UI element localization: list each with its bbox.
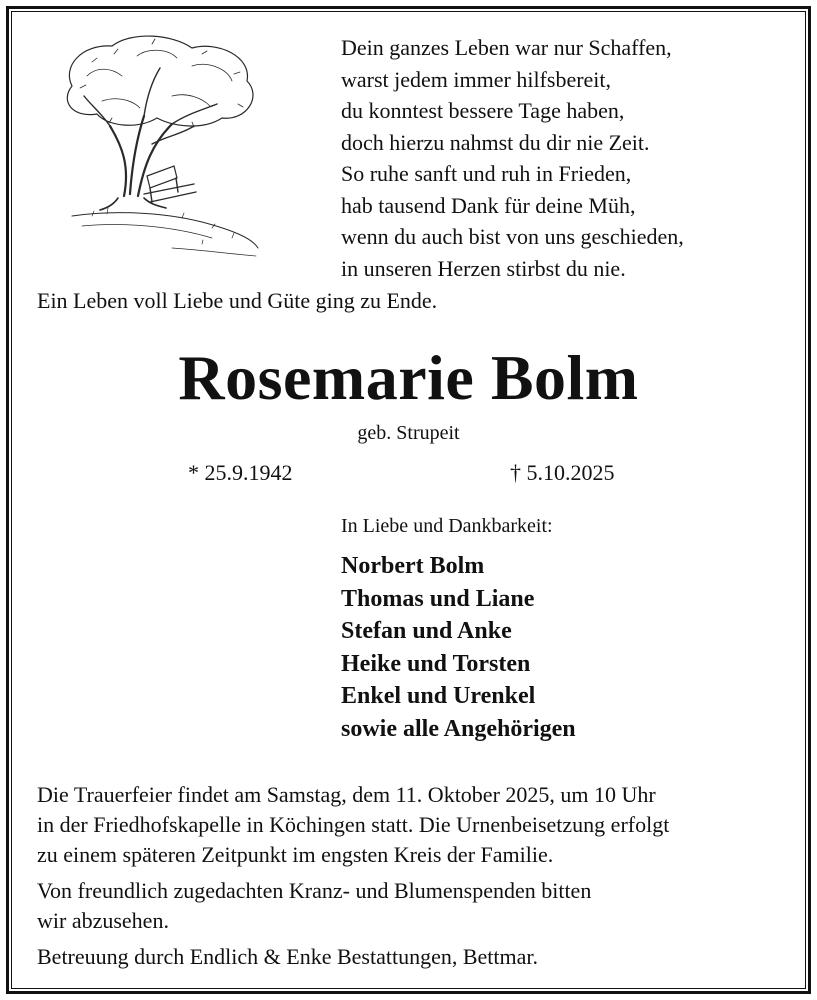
- mourners-heading: In Liebe und Dankbarkeit:: [341, 515, 553, 537]
- poem-line: Dein ganzes Leben war nur Schaffen,: [341, 35, 672, 60]
- service-line: Die Trauerfeier findet am Samstag, dem 11. Oktober 2025, um 10 Uhr: [37, 782, 656, 807]
- mourner: Thomas und Liane: [341, 585, 535, 612]
- poem: [341, 32, 781, 284]
- poem-line: hab tausend Dank für deine Müh,: [341, 192, 636, 218]
- poem-line: du konntest bessere Tage haben,: [341, 98, 625, 123]
- poem-line: So ruhe sanft und ruh in Frieden,: [341, 161, 632, 186]
- service-line: in der Friedhofskapelle in Köchingen statt. Die Urnenbeisetzung erfolgt: [37, 812, 670, 837]
- deceased-name: Rosemarie Bolm: [178, 342, 639, 413]
- poem-line: in unseren Herzen stirbst du nie.: [341, 255, 626, 281]
- death-date: † 5.10.2025: [510, 460, 615, 485]
- maiden-name: geb. Strupeit: [357, 422, 460, 444]
- mourners-list: [341, 550, 576, 745]
- mourner: Norbert Bolm: [341, 553, 485, 579]
- mourner: Stefan und Anke: [341, 618, 512, 644]
- birth-date: * 25.9.1942: [188, 460, 293, 485]
- tree-with-bench-icon: [52, 26, 268, 260]
- poem-line: wenn du auch bist von uns geschieden,: [341, 224, 684, 249]
- flowers-line: wir abzusehen.: [37, 908, 169, 933]
- mourner: Heike und Torsten: [341, 650, 531, 677]
- service-info: [37, 780, 797, 870]
- mourner: Enkel und Urenkel: [341, 683, 536, 709]
- flowers-note: [37, 876, 797, 936]
- service-line: zu einem späteren Zeitpunkt im engsten Kreis der Familie.: [37, 842, 554, 867]
- poem-line: warst jedem immer hilfsbereit,: [341, 66, 612, 92]
- mourner: sowie alle Angehörigen: [341, 715, 576, 742]
- undertaker-note: Betreuung durch Endlich & Enke Bestattungen, Bettmar.: [37, 944, 538, 969]
- flowers-line: Von freundlich zugedachten Kranz- und Blumenspenden bitten: [37, 878, 592, 903]
- intro-line: Ein Leben voll Liebe und Güte ging zu Ende.: [37, 288, 438, 313]
- notes: [37, 780, 797, 978]
- poem-line: doch hierzu nahmst du dir nie Zeit.: [341, 129, 650, 155]
